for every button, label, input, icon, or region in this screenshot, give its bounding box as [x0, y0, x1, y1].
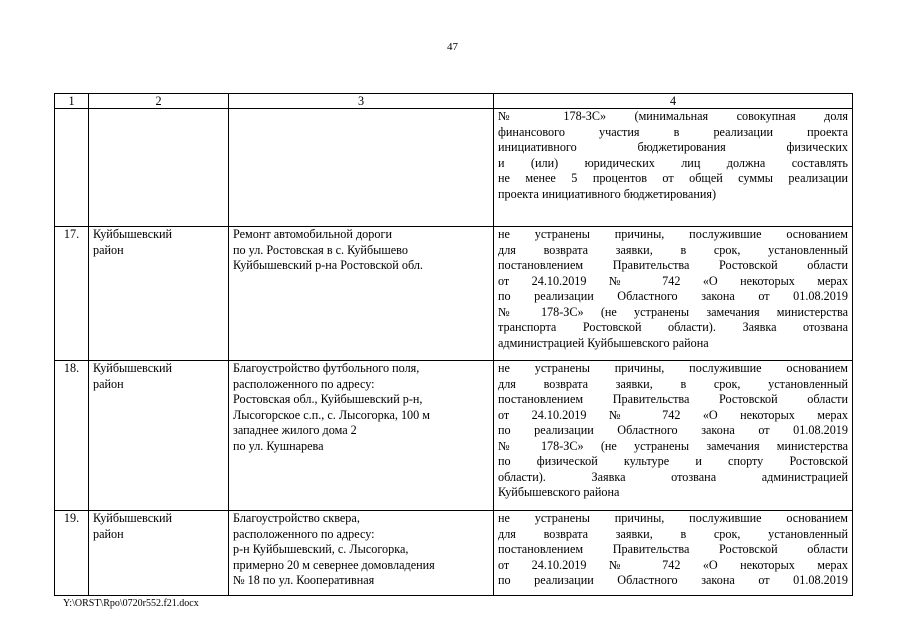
document-table — [54, 93, 853, 596]
desc-line: № 18 по ул. Кооперативная — [233, 573, 375, 587]
footer-file-path: Y:\ORST\Rpo\0720r552.f21.docx — [63, 598, 199, 609]
reason-line: постановлением Правительства Ростовской области — [498, 392, 848, 406]
continuation-reason-cell — [494, 109, 853, 227]
reason-line: и (или) юридических лиц должна составлять — [498, 155, 848, 170]
reason-cell — [494, 511, 853, 596]
row-number: 18. — [55, 361, 89, 511]
table-row — [55, 361, 853, 511]
reason-line: не устранены причины, послужившие основанием — [498, 227, 848, 241]
continuation-desc-cell — [229, 109, 494, 227]
reason-line: не устранены причины, послужившие основанием — [498, 361, 848, 375]
table-row — [55, 227, 853, 361]
table-row — [55, 511, 853, 596]
district-cell — [89, 227, 229, 361]
reason-line: от 24.10.2019 № 742 «О некоторых мерах — [498, 407, 848, 422]
desc-line: Куйбышевский р-на Ростовской обл. — [233, 258, 423, 272]
reason-line: от 24.10.2019 № 742 «О некоторых мерах — [498, 273, 848, 288]
desc-line: р-н Куйбышевский, с. Лысогорка, — [233, 542, 409, 556]
description-cell — [229, 511, 494, 596]
desc-line: примерно 20 м севернее домовладения — [233, 557, 435, 572]
desc-line: Ростовская обл., Куйбышевский р-н, — [233, 392, 423, 406]
reason-cell — [494, 227, 853, 361]
reason-cell — [494, 361, 853, 511]
district-cell — [89, 361, 229, 511]
desc-line: Лысогорское с.п., с. Лысогорка, 100 м — [233, 407, 430, 422]
reason-line: администрацией Куйбышевского района — [498, 335, 709, 350]
reason-line: не менее 5 процентов от общей суммы реализации — [498, 171, 848, 185]
continuation-district-cell — [89, 109, 229, 227]
reason-line: Куйбышевского района — [498, 485, 620, 499]
reason-line: № 178-ЗС» (минимальная совокупная доля — [498, 109, 848, 123]
header-cell-1: 1 — [55, 94, 89, 109]
reason-line: для возврата заявки, в срок, установленный — [498, 526, 848, 541]
desc-line: расположенного по адресу: — [233, 526, 375, 541]
continuation-row — [55, 109, 853, 227]
reason-line: по физической культуре и спорту Ростовской — [498, 454, 848, 468]
continuation-num-cell — [55, 109, 89, 227]
header-cell-4: 4 — [494, 94, 853, 109]
header-cell-2: 2 — [89, 94, 229, 109]
district-line: район — [93, 242, 124, 257]
district-line: район — [93, 526, 124, 541]
reason-line: по реализации Областного закона от 01.08.2019 — [498, 423, 848, 437]
reason-line: для возврата заявки, в срок, установленный — [498, 242, 848, 257]
reason-line: инициативного бюджетирования физических — [498, 140, 848, 154]
page-number: 47 — [447, 41, 458, 53]
desc-line: Благоустройство сквера, — [233, 511, 360, 525]
reason-line: по реализации Областного закона от 01.08.2019 — [498, 573, 848, 587]
desc-line: Благоустройство футбольного поля, — [233, 361, 420, 375]
desc-line: западнее жилого дома 2 — [233, 423, 357, 437]
desc-line: по ул. Кушнарева — [233, 438, 324, 453]
reason-line: по реализации Областного закона от 01.08.2019 — [498, 289, 848, 303]
desc-line: расположенного по адресу: — [233, 376, 375, 391]
district-line: район — [93, 376, 124, 391]
district-cell — [89, 511, 229, 596]
row-number: 17. — [55, 227, 89, 361]
desc-line: по ул. Ростовская в с. Куйбышево — [233, 242, 408, 257]
reason-line: от 24.10.2019 № 742 «О некоторых мерах — [498, 557, 848, 572]
reason-line: не устранены причины, послужившие основанием — [498, 511, 848, 525]
desc-line: Ремонт автомобильной дороги — [233, 227, 392, 241]
district-line: Куйбышевский — [93, 227, 173, 241]
row-number: 19. — [55, 511, 89, 596]
reason-line: финансового участия в реализации проекта — [498, 124, 848, 139]
reason-line: № 178-ЗС» (не устранены замечания министерства — [498, 438, 848, 453]
reason-line: области). Заявка отозвана администрацией — [498, 469, 848, 484]
district-line: Куйбышевский — [93, 511, 173, 525]
reason-line: № 178-ЗС» (не устранены замечания министерства — [498, 304, 848, 319]
district-line: Куйбышевский — [93, 361, 173, 375]
reason-line: для возврата заявки, в срок, установленный — [498, 376, 848, 391]
reason-line: постановлением Правительства Ростовской области — [498, 258, 848, 272]
header-row — [55, 94, 853, 109]
reason-line: транспорта Ростовской области). Заявка отозвана — [498, 320, 848, 334]
reason-line: проекта инициативного бюджетирования) — [498, 186, 717, 201]
description-cell — [229, 227, 494, 361]
description-cell — [229, 361, 494, 511]
header-cell-3: 3 — [229, 94, 494, 109]
reason-line: постановлением Правительства Ростовской области — [498, 542, 848, 556]
